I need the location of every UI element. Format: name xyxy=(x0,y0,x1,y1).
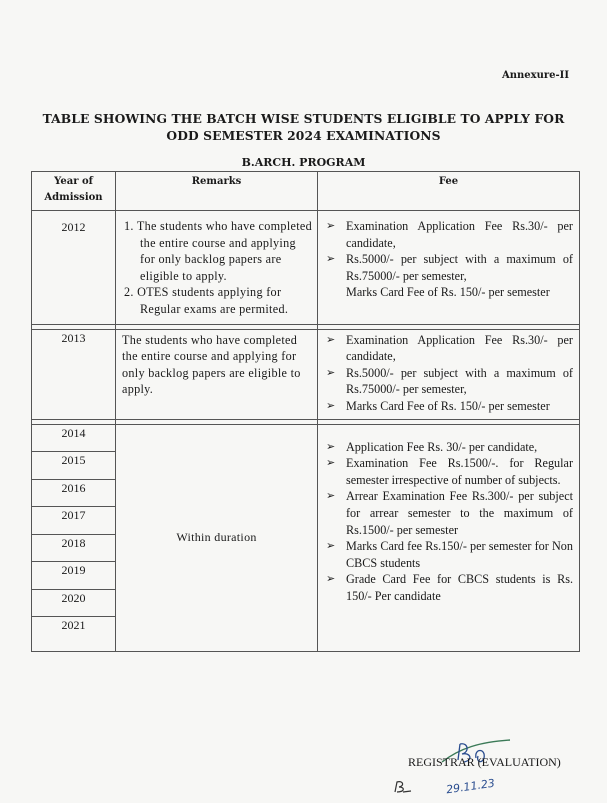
fee-item: ➢ Examination Fee Rs.1500/-. for Regular semester irrespective of number of subjects. xyxy=(326,455,573,488)
remarks-cell xyxy=(116,211,318,325)
year-cell xyxy=(32,211,116,325)
remark-item: The students who have completed the entire course and applying for only backlog papers are eligible to apply. xyxy=(122,332,301,397)
year-cell: 2014 xyxy=(32,424,116,452)
fee-cell xyxy=(318,329,580,419)
eligibility-table xyxy=(31,171,580,652)
table-row xyxy=(32,329,580,419)
fee-item: ➢ Rs.5000/- per subject with a maximum of Rs.75000/- per semester, xyxy=(326,365,573,398)
year-cell: 2021 xyxy=(32,617,116,652)
fee-item: ➢ Arrear Examination Fee Rs.300/- per subject for arrear semester to the maximum of Rs.1500/- per semester xyxy=(326,488,573,538)
year-value: 2013 xyxy=(61,330,86,345)
fee-item: ➢ Marks Card fee Rs.150/- per semester for Non CBCS students xyxy=(326,538,573,571)
year-cell: 2017 xyxy=(32,507,116,535)
header-year-line-1: Year of xyxy=(54,176,93,187)
remarks-cell xyxy=(116,424,318,652)
year-cell: 2019 xyxy=(32,562,116,590)
registrar-designation: REGISTRAR (EVALUATION) xyxy=(408,755,561,769)
table-row xyxy=(32,211,580,325)
year-cell xyxy=(32,329,116,419)
year-cell: 2016 xyxy=(32,479,116,507)
table-header-row xyxy=(32,172,580,211)
annexure-label: Annexure-II xyxy=(501,70,569,81)
year-cell: 2015 xyxy=(32,452,116,480)
year-value: 2012 xyxy=(61,220,86,234)
title-line-1: TABLE SHOWING THE BATCH WISE STUDENTS ELIGIBLE TO APPLY FOR xyxy=(42,111,565,126)
remark-item: Within duration xyxy=(176,530,257,545)
title-line-2: ODD SEMESTER 2024 EXAMINATIONS xyxy=(166,128,441,143)
document-title xyxy=(20,110,587,144)
header-year xyxy=(32,172,116,211)
remark-item: 2. OTES students applying for Regular exams are permited. xyxy=(124,285,289,316)
header-fee: Fee xyxy=(318,172,580,211)
fee-item: ➢ Rs.5000/- per subject with a maximum of Rs.75000/- per semester, xyxy=(326,251,573,284)
fee-item: Marks Card Fee of Rs. 150/- per semester xyxy=(346,285,550,300)
header-remarks: Remarks xyxy=(116,172,318,211)
year-cell: 2018 xyxy=(32,534,116,562)
table-row xyxy=(32,424,580,452)
fee-item: ➢ Grade Card Fee for CBCS students is Rs. 150/- Per candidate xyxy=(326,571,573,604)
fee-item: ➢ Marks Card Fee of Rs. 150/- per semester xyxy=(326,398,573,415)
fee-cell xyxy=(318,424,580,652)
year-cell: 2020 xyxy=(32,589,116,617)
header-year-line-2: Admission xyxy=(44,192,103,203)
fee-item: ➢ Examination Application Fee Rs.30/- per candidate, xyxy=(326,218,573,251)
program-heading: B.ARCH. PROGRAM xyxy=(241,156,366,169)
remark-item: 1. The students who have completed the entire course and applying for only backlog papers are eligible to apply. xyxy=(124,219,313,283)
signature-date: 29.11.23 xyxy=(445,776,496,797)
fee-cell xyxy=(318,211,580,325)
fee-item: ➢ Examination Application Fee Rs.30/- per candidate, xyxy=(326,332,573,365)
fee-item: ➢ Application Fee Rs. 30/- per candidate, xyxy=(326,439,573,456)
remarks-cell xyxy=(116,329,318,419)
initials-mark xyxy=(393,780,413,794)
